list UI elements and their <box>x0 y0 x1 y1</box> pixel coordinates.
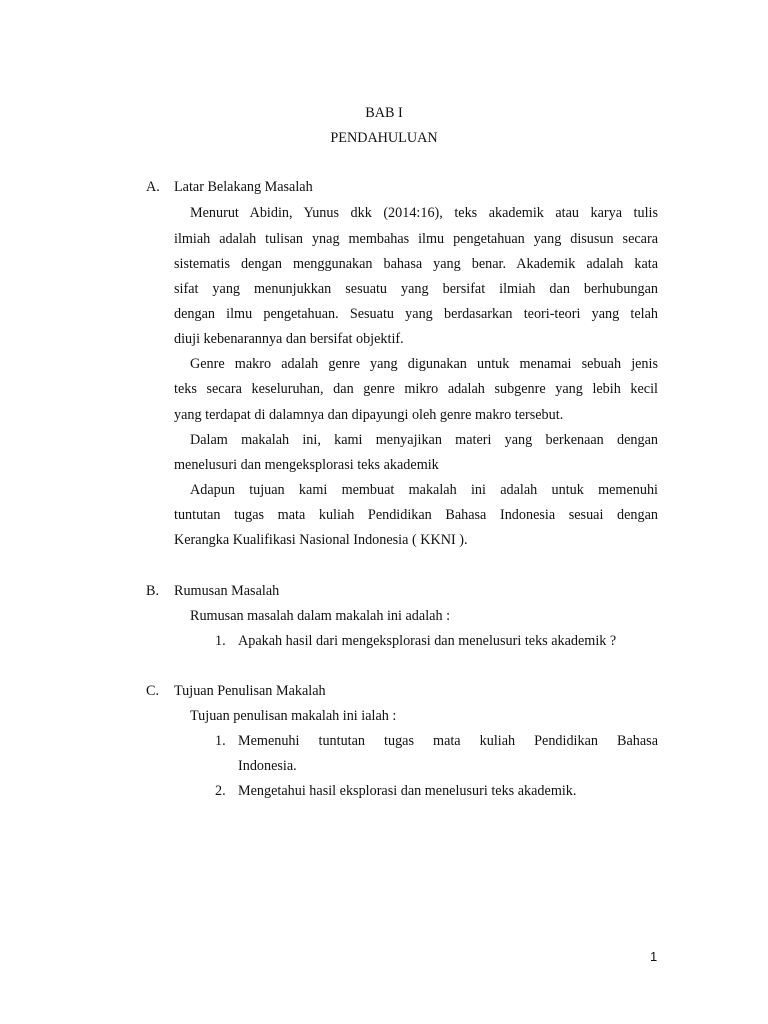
paragraph-line: tuntutan tugas mata kuliah Pendidikan Bahasa Indonesia sesuai dengan <box>174 507 658 523</box>
page-number: 1 <box>650 949 658 964</box>
list-item-text: Apakah hasil dari mengeksplorasi dan menelusuri teks akademik ? <box>238 633 617 649</box>
chapter-label: BAB I <box>365 105 403 121</box>
list-item-number: 1. <box>215 633 226 649</box>
section-b-intro: Rumusan masalah dalam makalah ini adalah : <box>190 608 451 624</box>
paragraph-line: diuji kebenarannya dan bersifat objektif. <box>174 331 404 347</box>
section-b-letter: B. <box>146 583 160 599</box>
section-c-title: Tujuan Penulisan Makalah <box>174 683 326 699</box>
chapter-title: PENDAHULUAN <box>330 130 438 146</box>
section-c-letter: C. <box>146 683 160 699</box>
list-item-number: 1. <box>215 733 226 749</box>
section-a-title: Latar Belakang Masalah <box>174 179 313 195</box>
paragraph-line: Genre makro adalah genre yang digunakan untuk menamai sebuah jenis <box>190 356 658 372</box>
paragraph-line: Menurut Abidin, Yunus dkk (2014:16), teks akademik atau karya tulis <box>190 205 658 221</box>
paragraph-line: teks secara keseluruhan, dan genre mikro adalah subgenre yang lebih kecil <box>174 381 658 397</box>
list-item-text: Mengetahui hasil eksplorasi dan menelusuri teks akademik. <box>238 783 577 799</box>
list-item-number: 2. <box>215 783 226 799</box>
section-a-letter: A. <box>146 179 160 195</box>
paragraph-line: Dalam makalah ini, kami menyajikan materi yang berkenaan dengan <box>190 432 658 448</box>
paragraph-line: dengan ilmu pengetahuan. Sesuatu yang berdasarkan teori-teori yang telah <box>174 306 658 322</box>
section-b-title: Rumusan Masalah <box>174 583 280 599</box>
paragraph-line: yang terdapat di dalamnya dan dipayungi oleh genre makro tersebut. <box>174 407 564 423</box>
section-c-intro: Tujuan penulisan makalah ini ialah : <box>190 708 397 724</box>
paragraph-line: Adapun tujuan kami membuat makalah ini adalah untuk memenuhi <box>190 482 658 498</box>
paragraph-line: sifat yang menunjukkan sesuatu yang bersifat ilmiah dan berhubungan <box>174 281 658 297</box>
list-item-text: Indonesia. <box>238 758 297 774</box>
paragraph-line: menelusuri dan mengeksplorasi teks akademik <box>174 457 439 473</box>
paragraph-line: Kerangka Kualifikasi Nasional Indonesia ( KKNI ). <box>174 532 468 548</box>
paragraph-line: ilmiah adalah tulisan ynag membahas ilmu pengetahuan yang disusun secara <box>174 231 658 247</box>
list-item-text: Memenuhi tuntutan tugas mata kuliah Pendidikan Bahasa <box>238 733 658 749</box>
paragraph-line: sistematis dengan menggunakan bahasa yang benar. Akademik adalah kata <box>174 256 658 272</box>
